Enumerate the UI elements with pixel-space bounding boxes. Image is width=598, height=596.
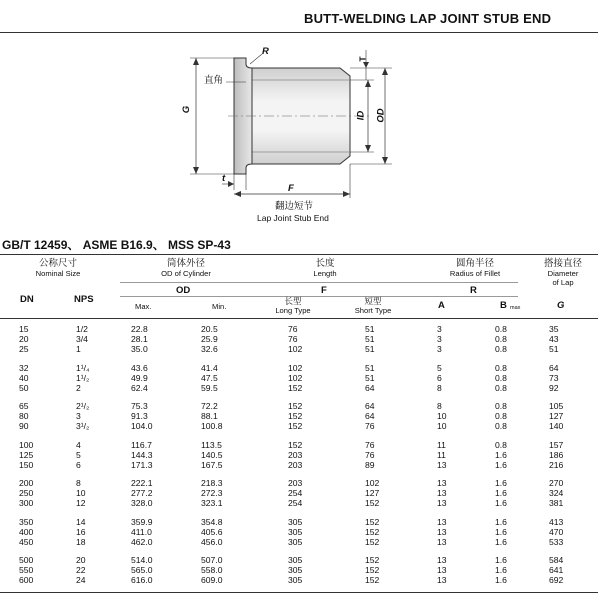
cell-g: 92 bbox=[549, 382, 559, 393]
cell-od-max: 75.3 bbox=[131, 401, 148, 411]
table-bottom-rule bbox=[0, 592, 598, 593]
header-nps: NPS bbox=[74, 294, 94, 305]
cell-r-a: 3 bbox=[437, 334, 442, 344]
cell-r-a: 5 bbox=[437, 362, 442, 373]
label-f: F bbox=[288, 183, 294, 194]
cell-g: 641 bbox=[549, 565, 564, 575]
cell-r-b: 1.6 bbox=[495, 536, 507, 547]
cell-g: 186 bbox=[549, 449, 564, 460]
cell-f-short: 76 bbox=[365, 439, 375, 450]
cell-od-min: 405.6 bbox=[201, 526, 223, 537]
cell-f-short: 51 bbox=[365, 334, 375, 344]
cell-od-max: 277.2 bbox=[131, 488, 153, 498]
cell-r-a: 11 bbox=[437, 449, 446, 460]
cell-nps: 4 bbox=[76, 439, 81, 450]
cell-nps: 1¹/₄ bbox=[76, 362, 90, 373]
cell-r-a: 13 bbox=[437, 575, 447, 585]
cell-nps: 2 bbox=[76, 382, 81, 393]
cell-f-short: 64 bbox=[365, 382, 375, 393]
cell-g: 381 bbox=[549, 498, 564, 508]
header-od-en: OD of Cylinder bbox=[161, 269, 211, 278]
cell-r-b: 1.6 bbox=[495, 516, 507, 527]
cell-nps: 1¹/₂ bbox=[76, 372, 90, 383]
cell-dn: 400 bbox=[19, 526, 34, 537]
cell-od-min: 323.1 bbox=[201, 498, 223, 508]
cell-f-short: 152 bbox=[365, 536, 380, 547]
cell-g: 157 bbox=[549, 439, 564, 450]
header-a: A bbox=[438, 300, 445, 311]
cell-r-b: 1.6 bbox=[495, 459, 507, 470]
header-bottom-rule bbox=[0, 318, 598, 319]
cell-r-a: 6 bbox=[437, 372, 442, 383]
cell-r-a: 13 bbox=[437, 478, 447, 488]
cell-f-long: 152 bbox=[288, 411, 303, 421]
cell-od-max: 222.1 bbox=[131, 478, 153, 488]
cell-f-short: 152 bbox=[365, 498, 380, 508]
cell-od-max: 62.4 bbox=[131, 382, 148, 393]
cell-od-max: 359.9 bbox=[131, 516, 153, 527]
cell-od-max: 28.1 bbox=[131, 334, 148, 344]
cell-f-long: 76 bbox=[288, 334, 298, 344]
cell-g: 51 bbox=[549, 344, 559, 354]
cell-r-b: 0.8 bbox=[495, 324, 507, 334]
cell-dn: 125 bbox=[19, 449, 34, 460]
label-id: ID bbox=[355, 110, 367, 121]
header-radius-cn: 圆角半径 bbox=[455, 258, 494, 269]
cell-nps: 3 bbox=[76, 411, 81, 421]
cell-nps: 14 bbox=[76, 516, 86, 527]
header-nominal-cn: 公称尺寸 bbox=[38, 258, 77, 269]
cell-r-b: 1.6 bbox=[495, 488, 507, 498]
cell-nps: 8 bbox=[76, 478, 81, 488]
cell-od-min: 41.4 bbox=[201, 362, 218, 373]
cell-nps: 10 bbox=[76, 488, 86, 498]
cell-f-long: 102 bbox=[288, 362, 303, 373]
cell-f-short: 89 bbox=[365, 459, 375, 470]
header-length-en: Length bbox=[313, 269, 337, 278]
cell-g: 216 bbox=[549, 459, 564, 470]
header-length-cn: 长度 bbox=[315, 258, 335, 269]
cell-dn: 32 bbox=[19, 362, 29, 373]
header-max: Max. bbox=[135, 302, 152, 311]
cell-r-a: 13 bbox=[437, 555, 447, 565]
cell-dn: 100 bbox=[19, 439, 34, 450]
cell-f-long: 305 bbox=[288, 536, 303, 547]
cell-r-a: 13 bbox=[437, 488, 447, 498]
cell-r-a: 13 bbox=[437, 498, 447, 508]
cell-r-a: 13 bbox=[437, 536, 447, 547]
table-top-rule bbox=[0, 254, 598, 255]
cell-f-short: 51 bbox=[365, 372, 375, 383]
cell-r-b: 1.6 bbox=[495, 449, 507, 460]
cell-dn: 50 bbox=[19, 382, 29, 393]
cell-r-b: 1.6 bbox=[495, 478, 507, 488]
cell-dn: 300 bbox=[19, 498, 34, 508]
cell-dn: 40 bbox=[19, 372, 29, 383]
cell-g: 127 bbox=[549, 411, 564, 421]
cell-g: 270 bbox=[549, 478, 564, 488]
cell-f-short: 64 bbox=[365, 411, 375, 421]
cell-g: 584 bbox=[549, 555, 564, 565]
header-long-en: Long Type bbox=[275, 306, 311, 315]
cell-dn: 80 bbox=[19, 411, 29, 421]
cell-od-min: 456.0 bbox=[201, 536, 223, 547]
cell-r-b: 1.6 bbox=[495, 575, 507, 585]
cell-g: 324 bbox=[549, 488, 564, 498]
cell-r-b: 0.8 bbox=[495, 344, 507, 354]
header-od-cn: 筒体外径 bbox=[166, 258, 205, 269]
cell-nps: 16 bbox=[76, 526, 86, 537]
cell-r-b: 1.6 bbox=[495, 526, 507, 537]
cell-r-a: 10 bbox=[437, 421, 447, 431]
cell-od-min: 100.8 bbox=[201, 421, 223, 431]
header-dn: DN bbox=[20, 294, 34, 305]
label-r: R bbox=[262, 46, 269, 57]
cell-nps: 22 bbox=[76, 565, 86, 575]
cell-r-a: 3 bbox=[437, 344, 442, 354]
cell-nps: 1 bbox=[76, 344, 81, 354]
cell-g: 413 bbox=[549, 516, 564, 527]
cell-nps: 1/2 bbox=[76, 324, 88, 334]
cell-f-short: 51 bbox=[365, 344, 375, 354]
cell-f-long: 203 bbox=[288, 449, 303, 460]
stub-end-diagram bbox=[0, 0, 598, 230]
cell-g: 692 bbox=[549, 575, 564, 585]
cell-g: 470 bbox=[549, 526, 564, 537]
cell-f-long: 305 bbox=[288, 516, 303, 527]
cell-r-a: 13 bbox=[437, 526, 447, 537]
cell-g: 73 bbox=[549, 372, 559, 383]
cell-od-max: 104.0 bbox=[131, 421, 153, 431]
cell-dn: 550 bbox=[19, 565, 34, 575]
cell-dn: 200 bbox=[19, 478, 34, 488]
header-diam-en1: Diameter bbox=[547, 269, 579, 278]
cell-r-a: 10 bbox=[437, 411, 447, 421]
header-mid-rule bbox=[120, 282, 518, 283]
cell-od-max: 411.0 bbox=[131, 526, 152, 537]
cell-r-b: 1.6 bbox=[495, 498, 507, 508]
cell-od-min: 113.5 bbox=[201, 439, 222, 450]
cell-f-short: 102 bbox=[365, 478, 380, 488]
cell-od-max: 514.0 bbox=[131, 555, 153, 565]
caption-en: Lap Joint Stub End bbox=[257, 213, 329, 223]
cell-od-min: 507.0 bbox=[201, 555, 223, 565]
cell-g: 140 bbox=[549, 421, 564, 431]
cell-od-max: 22.8 bbox=[131, 324, 148, 334]
cell-od-max: 43.6 bbox=[131, 362, 148, 373]
cell-nps: 2¹/₂ bbox=[76, 401, 90, 411]
cell-od-min: 47.5 bbox=[201, 372, 218, 383]
cell-r-b: 1.6 bbox=[495, 555, 507, 565]
cell-od-max: 116.7 bbox=[131, 439, 152, 450]
cell-nps: 12 bbox=[76, 498, 86, 508]
cell-f-long: 203 bbox=[288, 459, 303, 470]
cell-r-a: 11 bbox=[437, 439, 446, 450]
label-t-thickness: T bbox=[357, 56, 368, 62]
cell-dn: 350 bbox=[19, 516, 34, 527]
cell-r-b: 0.8 bbox=[495, 439, 507, 450]
cell-f-short: 152 bbox=[365, 575, 380, 585]
pipe-body bbox=[246, 68, 350, 164]
cell-nps: 3/4 bbox=[76, 334, 88, 344]
cell-f-short: 64 bbox=[365, 401, 375, 411]
cell-r-a: 13 bbox=[437, 516, 447, 527]
cell-od-min: 140.5 bbox=[201, 449, 223, 460]
cell-r-b: 0.8 bbox=[495, 362, 507, 373]
label-right-angle: 直角 bbox=[204, 75, 224, 86]
cell-dn: 25 bbox=[19, 344, 29, 354]
cell-f-long: 152 bbox=[288, 382, 303, 393]
cell-od-min: 20.5 bbox=[201, 324, 218, 334]
cell-r-b: 0.8 bbox=[495, 401, 507, 411]
cell-od-min: 59.5 bbox=[201, 382, 218, 393]
cell-od-min: 72.2 bbox=[201, 401, 218, 411]
cell-f-short: 152 bbox=[365, 516, 380, 527]
cell-r-b: 0.8 bbox=[495, 411, 507, 421]
cell-g: 35 bbox=[549, 324, 559, 334]
cell-nps: 3¹/₂ bbox=[76, 421, 90, 431]
cell-od-max: 91.3 bbox=[131, 411, 148, 421]
header-diam-cn: 搭接直径 bbox=[543, 258, 582, 269]
header-g: G bbox=[557, 300, 565, 311]
header-min: Min. bbox=[212, 302, 227, 311]
cell-f-short: 76 bbox=[365, 449, 375, 460]
cell-od-min: 354.8 bbox=[201, 516, 223, 527]
cell-nps: 24 bbox=[76, 575, 86, 585]
cell-dn: 65 bbox=[19, 401, 29, 411]
cell-nps: 18 bbox=[76, 536, 86, 547]
cell-g: 64 bbox=[549, 362, 559, 373]
cell-nps: 6 bbox=[76, 459, 81, 470]
cell-dn: 150 bbox=[19, 459, 34, 470]
header-sub-rule bbox=[120, 296, 518, 297]
cell-g: 533 bbox=[549, 536, 564, 547]
cell-dn: 90 bbox=[19, 421, 29, 431]
cell-f-short: 152 bbox=[365, 526, 380, 537]
cell-f-long: 254 bbox=[288, 488, 303, 498]
cell-dn: 450 bbox=[19, 536, 34, 547]
cell-f-long: 305 bbox=[288, 526, 303, 537]
cell-od-max: 49.9 bbox=[131, 372, 148, 383]
header-short-en: Short Type bbox=[354, 306, 392, 315]
cell-nps: 5 bbox=[76, 449, 81, 460]
cell-dn: 250 bbox=[19, 488, 34, 498]
label-g: G bbox=[181, 105, 193, 114]
header-b: B bbox=[500, 300, 507, 311]
cell-g: 43 bbox=[549, 334, 559, 344]
label-od: OD bbox=[375, 108, 387, 123]
cell-dn: 600 bbox=[19, 575, 34, 585]
cell-od-max: 565.0 bbox=[131, 565, 153, 575]
cell-f-long: 76 bbox=[288, 324, 298, 334]
header-nominal-en: Nominal Size bbox=[35, 269, 81, 278]
cell-g: 105 bbox=[549, 401, 564, 411]
cell-od-min: 558.0 bbox=[201, 565, 223, 575]
cell-od-min: 609.0 bbox=[201, 575, 223, 585]
standards-line: GB/T 12459、 ASME B16.9、 MSS SP-43 bbox=[2, 238, 231, 252]
cell-f-long: 305 bbox=[288, 565, 303, 575]
cell-od-max: 462.0 bbox=[131, 536, 153, 547]
header-od: OD bbox=[176, 285, 191, 296]
cell-r-b: 0.8 bbox=[495, 372, 507, 383]
cell-dn: 20 bbox=[19, 334, 29, 344]
cell-od-min: 32.6 bbox=[201, 344, 218, 354]
cell-od-min: 167.5 bbox=[201, 459, 223, 470]
cell-f-long: 305 bbox=[288, 555, 303, 565]
cell-f-short: 51 bbox=[365, 324, 375, 334]
cell-r-b: 0.8 bbox=[495, 421, 507, 431]
cell-od-max: 144.3 bbox=[131, 449, 153, 460]
cell-od-min: 272.3 bbox=[201, 488, 223, 498]
page-title: BUTT-WELDING LAP JOINT STUB END bbox=[304, 11, 552, 26]
cell-nps: 20 bbox=[76, 555, 86, 565]
cell-r-a: 8 bbox=[437, 382, 442, 393]
cell-f-long: 152 bbox=[288, 421, 303, 431]
cell-f-long: 152 bbox=[288, 401, 303, 411]
header-r: R bbox=[470, 285, 477, 296]
cell-f-short: 51 bbox=[365, 362, 375, 373]
cell-r-b: 0.8 bbox=[495, 334, 507, 344]
cell-r-a: 13 bbox=[437, 459, 447, 470]
caption-cn: 翻边短节 bbox=[275, 201, 314, 212]
header-diam-en2: of Lap bbox=[552, 278, 574, 287]
cell-f-long: 203 bbox=[288, 478, 303, 488]
cell-r-a: 3 bbox=[437, 324, 442, 334]
cell-f-long: 152 bbox=[288, 439, 303, 450]
header-b-sub: max bbox=[510, 305, 521, 311]
cell-f-short: 152 bbox=[365, 555, 380, 565]
cell-r-b: 1.6 bbox=[495, 565, 507, 575]
cell-od-max: 35.0 bbox=[131, 344, 148, 354]
cell-od-max: 616.0 bbox=[131, 575, 153, 585]
header-f: F bbox=[321, 285, 327, 296]
cell-f-short: 76 bbox=[365, 421, 375, 431]
header-long-cn: 长型 bbox=[284, 296, 302, 306]
cell-od-max: 171.3 bbox=[131, 459, 153, 470]
cell-f-short: 152 bbox=[365, 565, 380, 575]
header-short-cn: 短型 bbox=[364, 296, 382, 306]
cell-dn: 15 bbox=[19, 324, 29, 334]
header-radius-en: Radius of Fillet bbox=[449, 269, 501, 278]
cell-od-min: 88.1 bbox=[201, 411, 218, 421]
cell-f-long: 254 bbox=[288, 498, 303, 508]
cell-f-long: 102 bbox=[288, 372, 303, 383]
cell-f-short: 127 bbox=[365, 488, 380, 498]
cell-dn: 500 bbox=[19, 555, 34, 565]
cell-od-max: 328.0 bbox=[131, 498, 153, 508]
cell-f-long: 305 bbox=[288, 575, 303, 585]
cell-od-min: 25.9 bbox=[201, 334, 218, 344]
cell-r-b: 0.8 bbox=[495, 382, 507, 393]
cell-r-a: 13 bbox=[437, 565, 447, 575]
cell-r-a: 8 bbox=[437, 401, 442, 411]
label-t-flange: t bbox=[222, 173, 226, 184]
cell-f-long: 102 bbox=[288, 344, 303, 354]
cell-od-min: 218.3 bbox=[201, 478, 223, 488]
